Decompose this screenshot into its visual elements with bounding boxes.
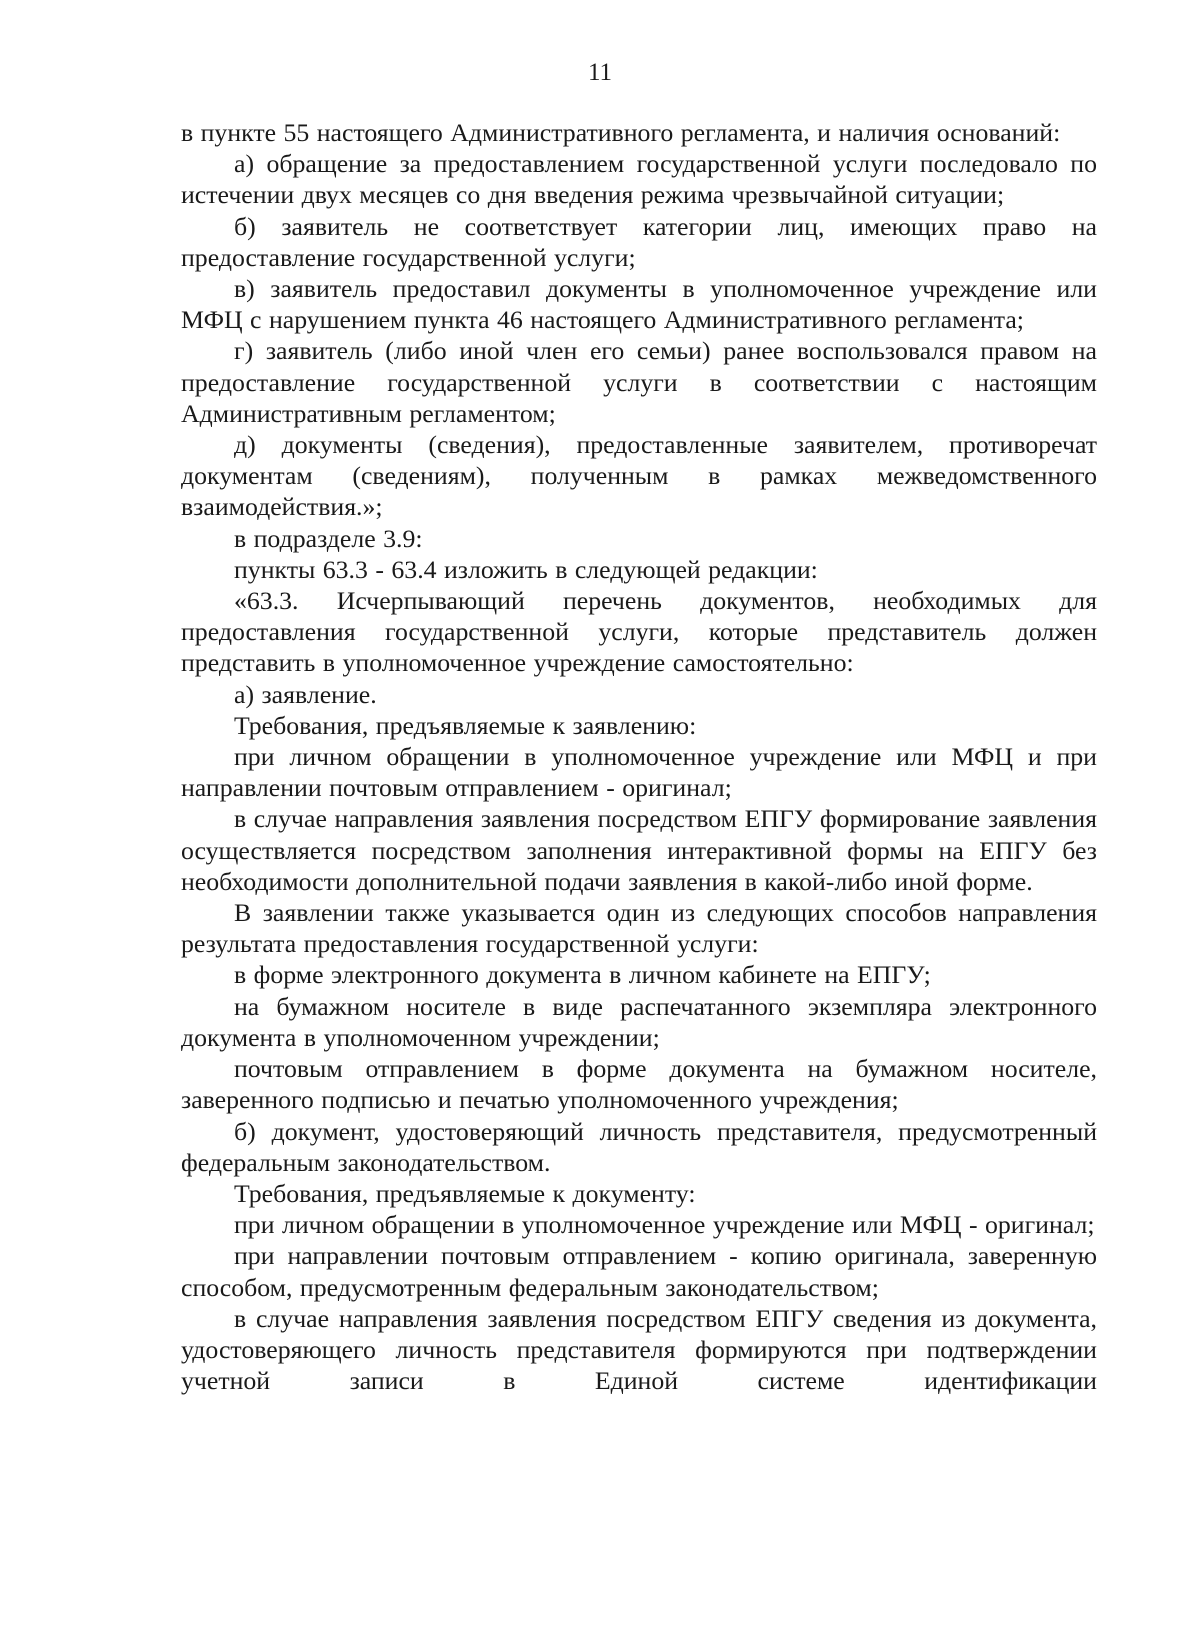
paragraph-clause-63-3: «63.3. Исчерпывающий перечень документов, необходимых для предоставления государственной услуги, которые представитель должен представить в уполномоченное учреждение самостоятельно:	[181, 586, 1097, 678]
paragraph-requirements-heading: Требования, предъявляемые к заявлению:	[234, 710, 697, 740]
paragraph-method-electronic: в форме электронного документа в личном кабинете на ЕПГУ;	[234, 960, 931, 990]
paragraph-item-b-identity: б) документ, удостоверяющий личность представителя, предусмотренный федеральным законодательством.	[181, 1116, 1097, 1177]
paragraph-epgu-submission: в случае направления заявления посредством ЕПГУ формирование заявления осуществляется посредством заполнения интерактивной формы на ЕПГУ без необходимости дополнительной подачи заявления в какой-либо иной форме.	[181, 804, 1097, 896]
paragraph-subsection-ref: в подразделе 3.9:	[234, 523, 423, 553]
paragraph-item-a-application: а) заявление.	[234, 679, 377, 709]
paragraph-doc-personal: при личном обращении в уполномоченное учреждение или МФЦ - оригинал;	[234, 1210, 1095, 1240]
page-number: 11	[587, 59, 613, 86]
paragraph-result-methods: В заявлении также указывается один из следующих способов направления результата предоставления государственной услуги:	[181, 898, 1097, 959]
paragraph-item-d: д) документы (сведения), предоставленные заявителем, противоречат документам (сведениям), полученным в рамках межведомственного взаимодействия.»;	[181, 430, 1097, 522]
paragraph-item-v: в) заявитель предоставил документы в уполномоченное учреждение или МФЦ с нарушением пункта 46 настоящего Административного регламента;	[181, 274, 1097, 335]
document-body	[181, 117, 1097, 1396]
paragraph-method-paper: на бумажном носителе в виде распечатанного экземпляра электронного документа в уполномоченном учреждении;	[181, 991, 1097, 1052]
paragraph-continuation: в пункте 55 настоящего Административного регламента, и наличия оснований:	[181, 118, 1061, 147]
paragraph-amend-instruction: пункты 63.3 - 63.4 изложить в следующей редакции:	[234, 554, 818, 584]
paragraph-personal-submission: при личном обращении в уполномоченное учреждение или МФЦ и при направлении почтовым отправлением - оригинал;	[181, 742, 1097, 803]
paragraph-method-post: почтовым отправлением в форме документа на бумажном носителе, заверенного подписью и печатью уполномоченного учреждения;	[181, 1054, 1097, 1115]
paragraph-item-b: б) заявитель не соответствует категории лиц, имеющих право на предоставление государственной услуги;	[181, 211, 1097, 272]
paragraph-doc-post: при направлении почтовым отправлением - копию оригинала, заверенную способом, предусмотренным федеральным законодательством;	[181, 1241, 1097, 1302]
paragraph-item-a: а) обращение за предоставлением государственной услуги последовало по истечении двух месяцев со дня введения режима чрезвычайной ситуации;	[181, 149, 1097, 210]
paragraph-item-g: г) заявитель (либо иной член его семьи) ранее воспользовался правом на предоставление государственной услуги в соответствии с настоящим Административным регламентом;	[181, 336, 1097, 428]
paragraph-document-requirements: Требования, предъявляемые к документу:	[234, 1178, 696, 1208]
paragraph-doc-epgu: в случае направления заявления посредством ЕПГУ сведения из документа, удостоверяющего личность представителя формируются при подтверждении учетной записи в Единой системе идентификации	[181, 1303, 1097, 1396]
